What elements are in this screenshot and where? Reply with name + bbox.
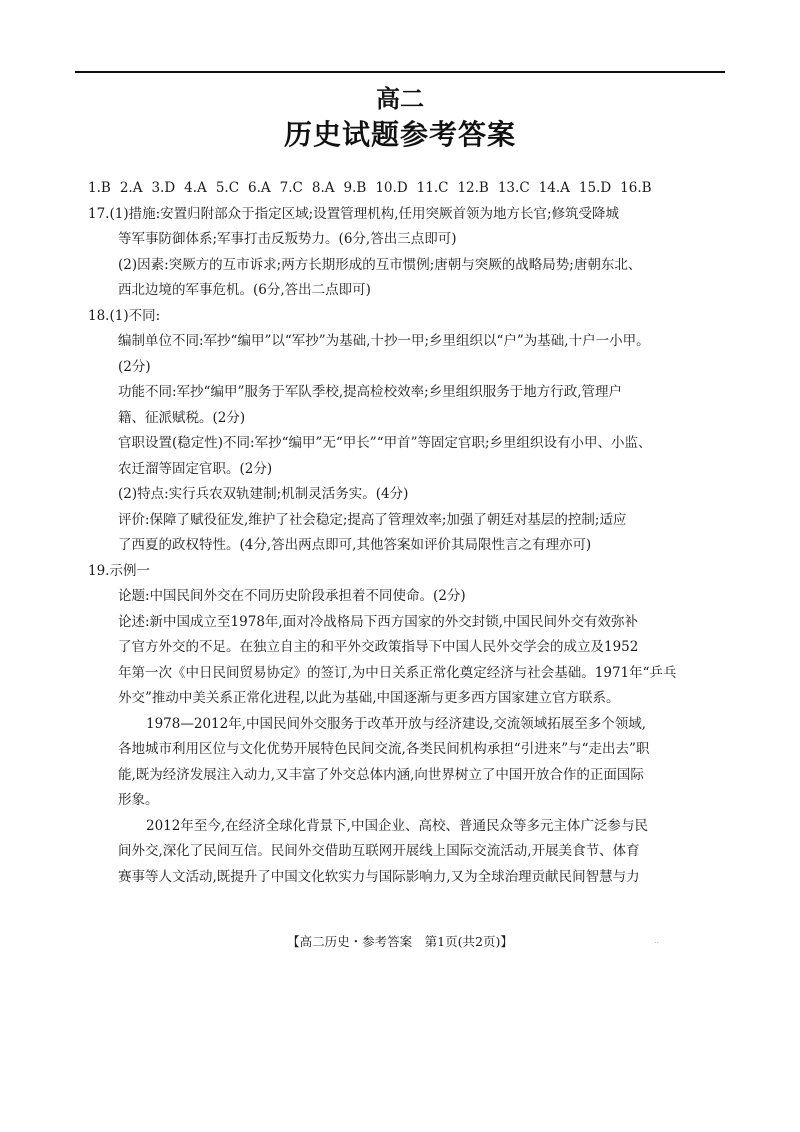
q18-line: 功能不同:军抄“编甲”服务于军队季校,提高检校效率;乡里组织服务于地方行政,管理户 xyxy=(118,384,622,400)
q17-line: 西北边境的军事危机。(6分,答出二点即可) xyxy=(118,282,371,298)
choice-answer: 5.C xyxy=(215,180,240,196)
choice-answer: 6.A xyxy=(248,180,271,196)
q18-line: 了西夏的政权特性。(4分,答出两点即可,其他答案如评价其局限性言之有理亦可) xyxy=(118,537,592,553)
q18-line: 农迁溜等固定官职。(2分) xyxy=(118,460,273,477)
document-grade: 高二 xyxy=(376,85,424,113)
choice-answer: 2.A xyxy=(119,180,143,196)
q19-line: 外交”推动中美关系正常化进程,以此为基础,中国逐渐与更多西方国家建立官方联系。 xyxy=(118,690,620,706)
q19-line: 2012年至今,在经济全球化背景下,中国企业、高校、普通民众等多元主体广泛参与民 xyxy=(146,817,648,834)
q18-line: 编制单位不同:军抄“编甲”以“军抄”为基础,十抄一甲;乡里组织以“户”为基础,十户一小甲。 xyxy=(118,333,650,349)
q18-line: 籍、征派赋税。(2分) xyxy=(118,409,246,426)
question-18 xyxy=(88,304,708,559)
choice-answer: 10.D xyxy=(375,180,408,196)
q19-line: 形象。 xyxy=(118,792,159,808)
choice-answer: 16.B xyxy=(620,180,652,196)
choice-answer: 4.A xyxy=(184,180,207,196)
header-rule xyxy=(75,71,725,73)
q17-line: (2)因素:突厥方的互市诉求;两方长期形成的互市惯例;唐朝与突厥的战略局势;唐朝东北、 xyxy=(118,256,642,273)
choice-answer: 11.C xyxy=(416,180,449,196)
choice-answer: 1.B xyxy=(88,180,111,196)
choice-answer: 3.D xyxy=(151,180,176,196)
q19-line: 1978—2012年,中国民间外交服务于改革开放与经济建设,交流领域拓展至多个领域, xyxy=(146,715,647,732)
q18-line: 官职设置(稳定性)不同:军抄“编甲”无“甲长”“甲首”等固定官职;乡里组织设有小甲、小监、 xyxy=(118,435,652,451)
answer-content xyxy=(88,176,708,890)
q19-line: 能,既为经济发展注入动力,又丰富了外交总体内涵,向世界树立了中国开放合作的正面国际 xyxy=(118,766,644,783)
q19-line: 论题:中国民间外交在不同历史阶段承担着不同使命。(2分) xyxy=(118,588,466,604)
q19-line: 19.示例一 xyxy=(88,562,150,579)
q19-line: 论述:新中国成立至1978年,面对冷战格局下西方国家的外交封锁,中国民间外交有效弥补 xyxy=(118,613,638,630)
choice-answer: 12.B xyxy=(457,180,489,196)
q18-line: (2分) xyxy=(118,358,151,375)
choice-answers xyxy=(88,176,688,202)
choice-answer: 8.A xyxy=(311,180,335,196)
document-title: 历史试题参考答案 xyxy=(283,118,516,151)
q18-line: (2)特点:实行兵农双轨建制;机制灵活务实。(4分) xyxy=(118,486,409,502)
question-17 xyxy=(88,202,708,304)
q19-line: 赛事等人文活动,既提升了中国文化软实力与国际影响力,又为全球治理贡献民间智慧与力 xyxy=(118,868,640,885)
choice-answer: 13.C xyxy=(497,180,530,196)
q19-line: 各地城市利用区位与文化优势开展特色民间交流,各类民间机构承担“引进来”与“走出去”职 xyxy=(118,741,650,757)
choice-answer: 14.A xyxy=(538,180,570,196)
q19-line: 年第一次《中日民间贸易协定》的签订,为中日关系正常化奠定经济与社会基础。1971年“乒乓 xyxy=(118,664,677,681)
q18-line: 18.(1)不同: xyxy=(88,307,161,324)
choice-answer: 9.B xyxy=(343,180,367,196)
q19-line: 间外交,深化了民间互信。民间外交借助互联网开展线上国际交流活动,开展美食节、体育 xyxy=(118,843,640,859)
q17-line: 等军事防御体系;军事打击反叛势力。(6分,答出三点即可) xyxy=(118,231,457,247)
choice-answer: 15.D xyxy=(578,180,612,196)
choice-answer: 7.C xyxy=(279,180,303,196)
q18-line: 评价:保障了赋役征发,维护了社会稳定;提高了管理效率;加强了朝廷对基层的控制;适应 xyxy=(118,511,627,528)
scan-mark: .. xyxy=(654,936,660,945)
q17-line: 17.(1)措施:安置归附部众于指定区域;设置管理机构,任用突厥首领为地方长官;修筑受降城 xyxy=(88,205,620,222)
question-19 xyxy=(88,559,708,891)
q19-line: 了官方外交的不足。在独立自主的和平外交政策指导下中国人民外交学会的成立及1952 xyxy=(118,639,639,655)
page-footer: 【高二历史・参考答案 第1页(共2页)】 xyxy=(287,934,513,949)
